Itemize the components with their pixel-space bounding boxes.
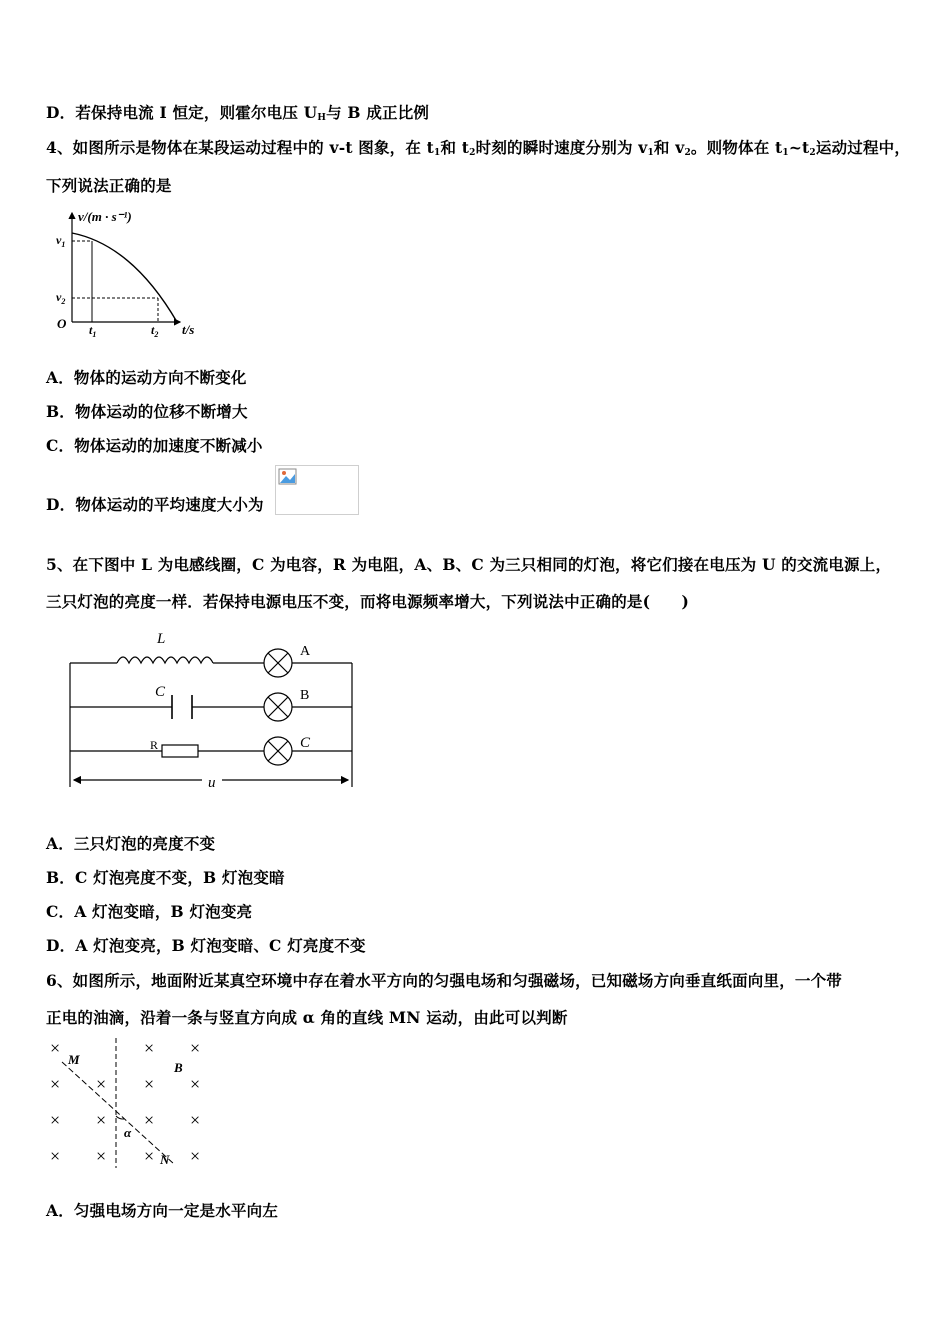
q4-option-d: D．物体运动的平均速度大小为 (46, 495, 264, 514)
svg-text:×: × (190, 1146, 201, 1166)
q6-stem-line2: 正电的油滴，沿着一条与竖直方向成 α 角的直线 MN 运动，由此可以判断 (46, 1008, 568, 1027)
angle-alpha-label: α (124, 1125, 132, 1140)
broken-image-icon (278, 468, 298, 486)
svg-text:v1: $v_1$ (56, 233, 66, 249)
inductor-label: L (157, 631, 166, 647)
field-b-label: B (174, 1060, 183, 1075)
svg-text:×: × (96, 1074, 107, 1094)
inductor-coil (117, 657, 213, 663)
point-n-label: N (160, 1152, 170, 1167)
q4-option-c: C．物体运动的加速度不断减小 (46, 436, 263, 455)
resistor-label: R (150, 738, 159, 752)
vt-curve (72, 233, 177, 322)
svg-text:×: × (190, 1074, 201, 1094)
voltage-label: u (208, 775, 216, 791)
q5-option-c: C．A 灯泡变暗，B 灯泡变亮 (46, 902, 253, 921)
lamp-c-label: C (300, 735, 311, 751)
svg-text:t2: $t_2$ (151, 323, 159, 339)
svg-text:v2: $v_2$ (56, 290, 66, 306)
mn-line (62, 1062, 174, 1164)
t2-label: t (151, 323, 155, 337)
svg-text:×: × (144, 1110, 155, 1130)
v2-label: v (56, 290, 62, 304)
vt-graph (52, 207, 212, 343)
point-m-label: M (68, 1052, 80, 1067)
svg-text:×: × (50, 1038, 61, 1058)
svg-text:×: × (190, 1110, 201, 1130)
q6-option-a: A．匀强电场方向一定是水平向左 (46, 1201, 279, 1220)
svg-text:×: × (144, 1074, 155, 1094)
resistor (162, 745, 198, 757)
q5-stem-line2: 三只灯泡的亮度一样．若保持电源电压不变，而将电源频率增大，下列说法中正确的是( ) (46, 592, 690, 611)
q4-option-b: B．物体运动的位移不断增大 (46, 402, 248, 421)
q4-stem-line2: 下列说法正确的是 (46, 176, 172, 195)
q4-option-a: A．物体的运动方向不断变化 (46, 368, 247, 387)
field-diagram (46, 1036, 216, 1176)
origin-label: O (57, 316, 67, 331)
circuit-diagram (62, 625, 362, 797)
svg-text:×: × (50, 1074, 61, 1094)
v1-label: v (56, 233, 62, 247)
q5-option-b: B．C 灯泡亮度不变，B 灯泡变暗 (46, 868, 285, 887)
q4-stem-line1: 4、如图所示是物体在某段运动过程中的 v-t 图象，在 $t_1$和 $t_2$时刻的瞬时速度分别为 $v_1$和 $v_2$。则物体在 $t_1\sim t_2$运动过程中， (46, 138, 911, 158)
svg-text:×: × (144, 1146, 155, 1166)
lamp-a-label: A (300, 644, 311, 659)
t1-label: t (89, 323, 93, 337)
q3-option-d: D．若保持电流 I 恒定，则霍尔电压 $U_H$与 B 成正比例 (46, 103, 430, 123)
svg-text:×: × (144, 1038, 155, 1058)
svg-text:×: × (96, 1110, 107, 1130)
capacitor-label: C (155, 684, 166, 700)
q5-option-a: A．三只灯泡的亮度不变 (46, 834, 216, 853)
svg-text:×: × (190, 1038, 201, 1058)
svg-text:×: × (96, 1146, 107, 1166)
vt-xlabel: t/s (182, 322, 195, 337)
svg-text:×: × (50, 1146, 61, 1166)
svg-text:t1: $t_1$ (89, 323, 97, 339)
svg-text:×: × (50, 1110, 61, 1130)
q5-stem-line1: 5、在下图中 L 为电感线圈，C 为电容，R 为电阻，A、B、C 为三只相同的灯泡，将它们接在电压为 U 的交流电源上， (46, 555, 892, 574)
lamp-b-label: B (300, 688, 310, 703)
q6-stem-line1: 6、如图所示，地面附近某真空环境中存在着水平方向的匀强电场和匀强磁场，已知磁场方向垂直纸面向里，一个带 (46, 971, 842, 990)
vt-ylabel: v/(m · s⁻¹) (78, 209, 132, 224)
q5-option-d: D．A 灯泡变亮，B 灯泡变暗、C 灯亮度不变 (46, 936, 366, 955)
broken-image-placeholder (275, 465, 359, 515)
